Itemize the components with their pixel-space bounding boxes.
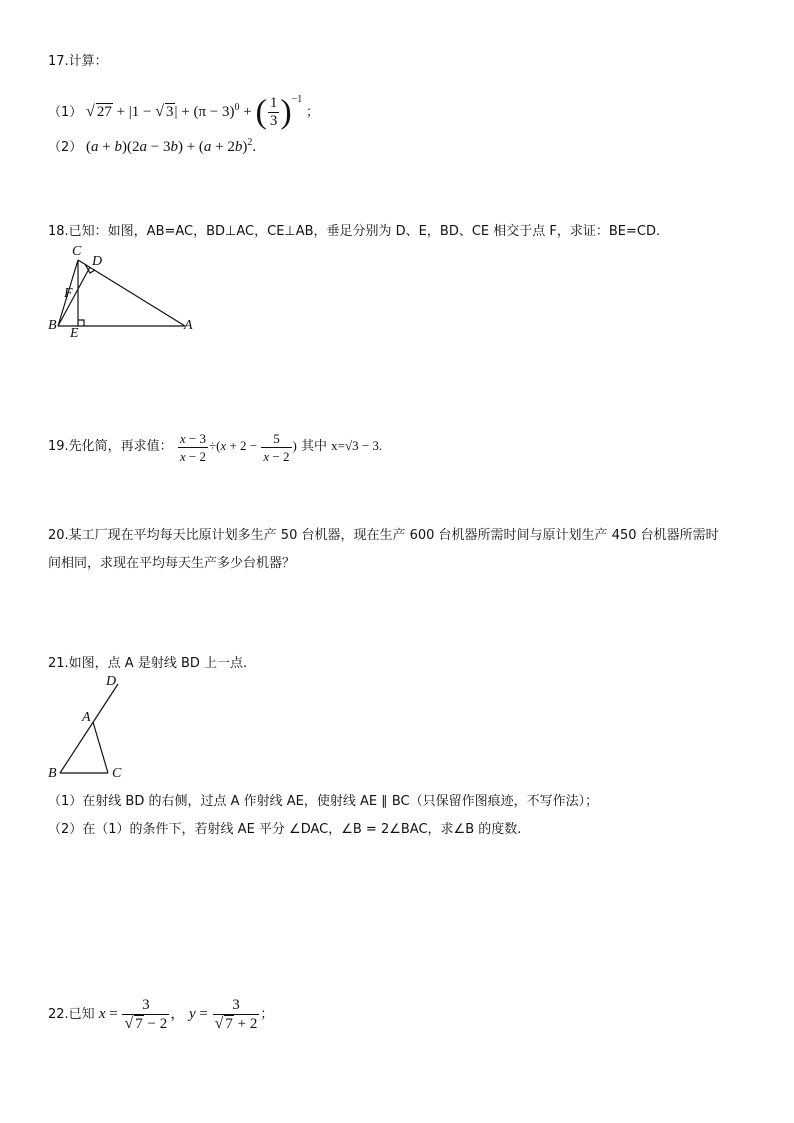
label-F: F [64,286,73,301]
label-B: B [48,318,57,333]
q17-title: 17.计算： [48,54,108,69]
segment-BD [58,267,90,326]
q21-sub2: （2）在（1）的条件下，若射线 AE 平分 ∠DAC，∠B = 2∠BAC，求∠B 的度数. [48,822,522,837]
q20-line2: 间相同，求现在平均每天生产多少台机器？ [48,556,296,571]
label-E: E [70,326,79,341]
q19-prefix: 19.先化简，再求值： [48,439,173,454]
label-D: D [106,674,117,689]
q22-expression: x = $\frac{3}{√ 7 - 2}$ ， y = $\frac{3}{√ 7 + 2}$ [98,996,258,1032]
q19-x-value: x=√3 − 3. [331,438,383,453]
label-A: A [82,710,91,725]
label-D: D [92,254,103,269]
label-A: A [184,318,193,333]
label-C: C [112,766,122,781]
q17-part1-label: （1） [48,105,83,120]
q20-line1: 20.某工厂现在平均每天比原计划多生产 50 台机器，现在生产 600 台机器所需时间与原计划生产 450 台机器所需时 [48,528,719,543]
q17-part2-label: （2） [48,140,83,155]
q22: 22.已知 x = $\frac{3}{√ 7 - 2}$ ， y = $\frac{3}{√ 7 + 2}$ ； [48,996,274,1032]
q17-part1-expression: √ 27 + |1 − √ $3| + (\pi - 3)^0$ + ( $\frac{1}{3}$ )$^{-1}$ [86,93,303,131]
q17-part2: （2） $(a + b)(2a - 3b) + (a + 2b)^2$. [48,137,257,155]
q22-prefix: 22.已知 [48,1007,95,1022]
q19 [48,428,382,464]
q21-text: 21.如图，点 A 是射线 BD 上一点. [48,656,248,671]
segment-AC [93,722,108,773]
label-B: B [48,766,57,781]
q18-text: 18.已知：如图，AB=AC，BD⊥AC，CE⊥AB，垂足分别为 D、E，BD、CE 相交于点 F，求证：BE=CD. [48,224,661,239]
q21-sub1: （1）在射线 BD 的右侧，过点 A 作射线 AE，使射线 AE ∥ BC（只保留作图痕迹，不写作法）； [48,794,599,809]
q19-suffix: 其中 [300,439,332,454]
label-C: C [72,244,82,259]
q17-part1: （1） √ 27 + |1 − √ $3| + (\pi - 3)^0$ + ( $\frac{1}{3}$ )$^{-1}$ ； [48,93,320,131]
q19-expression: $\frac{x - 3}{x - 2}$ ÷(x + 2 − $\frac{5}{x - 2}$ ) [179,430,297,464]
q17-part2-expression: $(a + b)(2a - 3b) + (a + 2b)^2$ [86,137,253,155]
ray-BD [60,684,118,773]
